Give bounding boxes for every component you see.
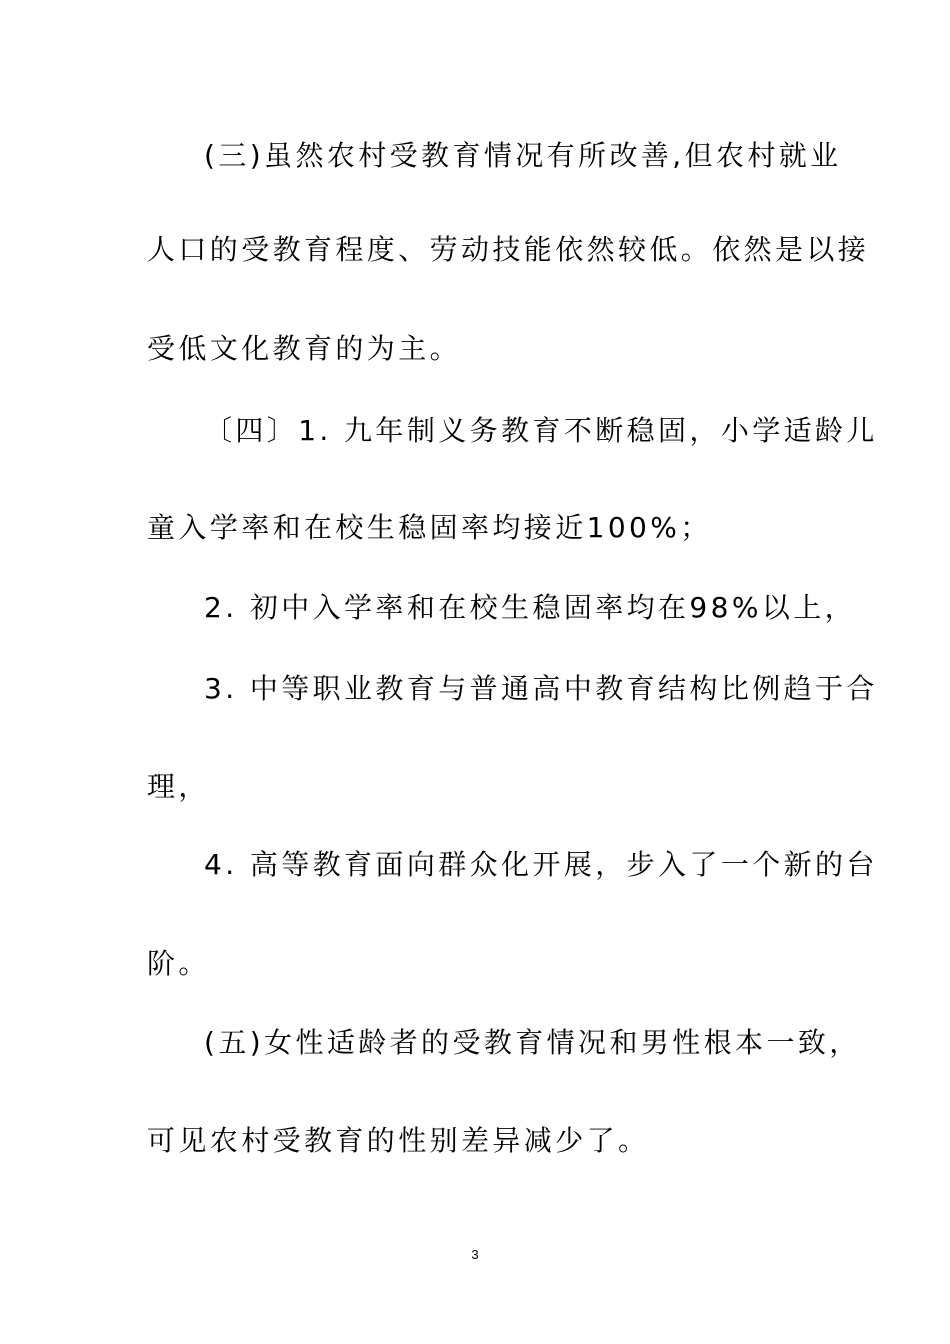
page-number: 3: [471, 1247, 479, 1262]
paragraph-3-line-2: 人口的受教育程度、劳动技能依然较低。依然是以接: [147, 233, 870, 266]
paragraph-3-line-1: (三)虽然农村受教育情况有所改善,但农村就业: [204, 139, 842, 172]
item-3-line-2: 理，: [147, 770, 210, 803]
paragraph-3-line-3: 受低文化教育的为主。: [147, 332, 462, 365]
paragraph-4-line-1: 〔四〕1. 九年制义务教育不断稳固，小学适龄儿: [204, 414, 878, 447]
paragraph-5-line-1: (五)女性适龄者的受教育情况和男性根本一致，: [204, 1026, 861, 1059]
item-4-line-2: 阶。: [147, 947, 210, 980]
item-2-line-1: 2. 初中入学率和在校生稳固率均在98%以上，: [204, 591, 857, 624]
paragraph-4-line-2: 童入学率和在校生稳固率均接近100%；: [147, 511, 712, 544]
item-4-line-1: 4. 高等教育面向群众化开展，步入了一个新的台: [204, 848, 878, 881]
paragraph-5-line-2: 可见农村受教育的性别差异减少了。: [147, 1124, 650, 1157]
item-3-line-1: 3. 中等职业教育与普通高中教育结构比例趋于合: [204, 672, 878, 705]
